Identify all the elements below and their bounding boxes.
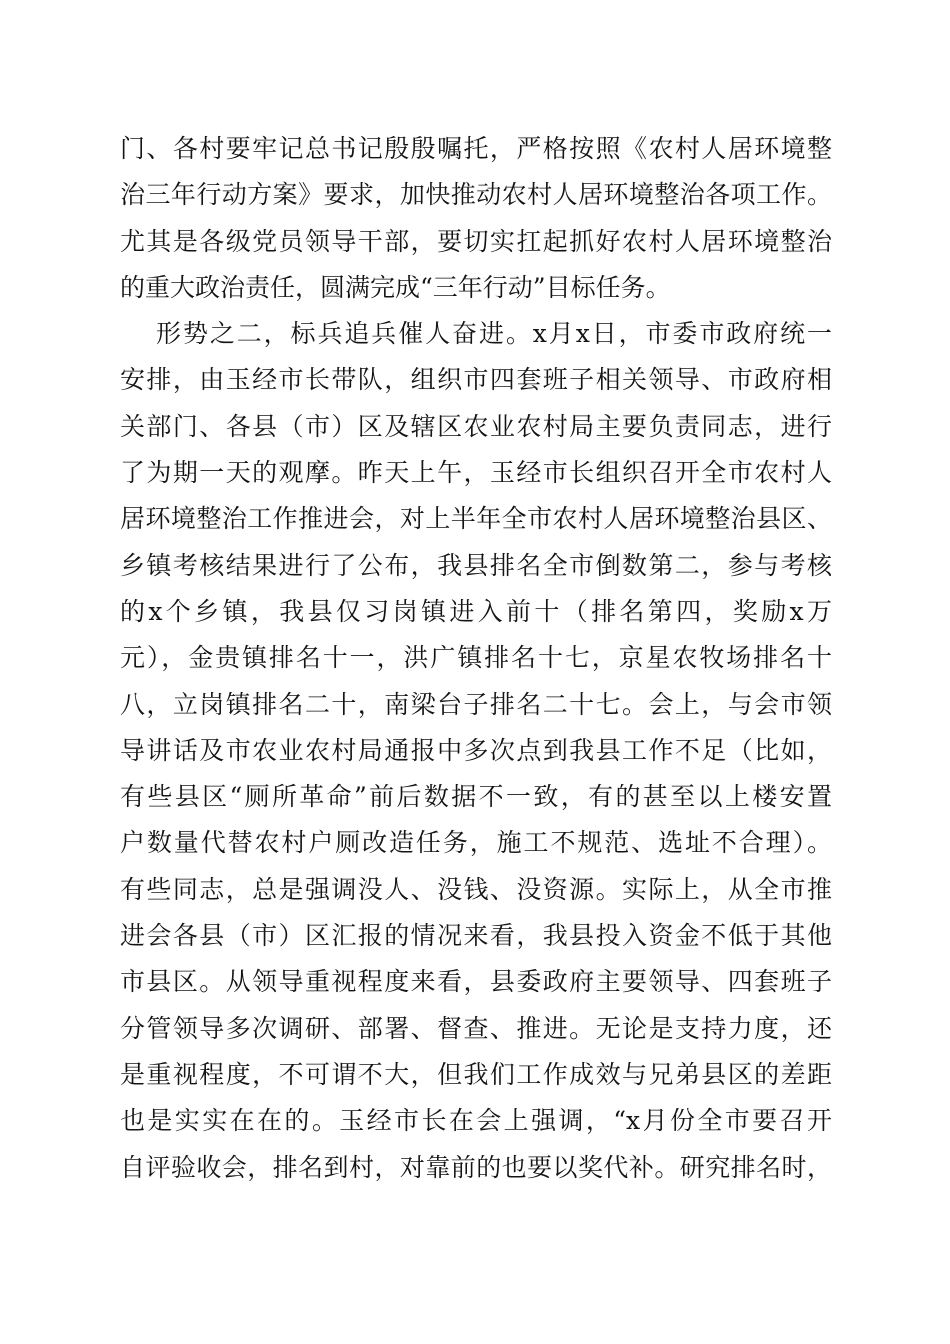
text-line: 也是实实在在的。玉经市长在会上强调，“x月份全市要召开 — [120, 1106, 832, 1136]
text-line: 自评验收会，排名到村，对靠前的也要以奖代补。研究排名时， — [120, 1152, 832, 1182]
body-text — [120, 126, 832, 1191]
text-line: 市县区。从领导重视程度来看，县委政府主要领导、四套班子 — [120, 967, 832, 997]
text-line: 分管领导多次调研、部署、督查、推进。无论是支持力度，还 — [120, 1013, 832, 1043]
text-line: 乡镇考核结果进行了公布，我县排名全市倒数第二，参与考核 — [120, 550, 832, 580]
text-line: 是重视程度，不可谓不大，但我们工作成效与兄弟县区的差距 — [120, 1059, 832, 1089]
text-line: 的x个乡镇，我县仅习岗镇进入前十（排名第四，奖励x万 — [120, 596, 832, 626]
paragraph-1 — [120, 126, 832, 311]
text-line: 元），金贵镇排名十一，洪广镇排名十七，京星农牧场排名十 — [120, 643, 832, 673]
text-line: 了为期一天的观摩。昨天上午，玉经市长组织召开全市农村人 — [120, 458, 832, 488]
text-line: 关部门、各县（市）区及辖区农业农村局主要负责同志，进行 — [120, 411, 832, 441]
text-line: 居环境整治工作推进会，对上半年全市农村人居环境整治县区、 — [120, 504, 832, 534]
text-line: 尤其是各级党员领导干部，要切实扛起抓好农村人居环境整治 — [120, 226, 832, 256]
text-line: 有些县区“厕所革命”前后数据不一致，有的甚至以上楼安置 — [120, 782, 832, 812]
paragraph-2 — [120, 311, 832, 1191]
text-line: 的重大政治责任，圆满完成“三年行动”目标任务。 — [120, 272, 671, 302]
text-line: 进会各县（市）区汇报的情况来看，我县投入资金不低于其他 — [120, 921, 832, 951]
text-line: 门、各村要牢记总书记殷殷嘱托，严格按照《农村人居环境整 — [120, 134, 832, 163]
text-line: 八，立岗镇排名二十，南梁台子排名二十七。会上，与会市领 — [120, 689, 832, 719]
text-line: 安排，由玉经市长带队，组织市四套班子相关领导、市政府相 — [120, 365, 832, 395]
text-line: 导讲话及市农业农村局通报中多次点到我县工作不足（比如， — [120, 735, 832, 765]
text-line: 户数量代替农村户厕改造任务，施工不规范、选址不合理）。 — [120, 828, 832, 858]
text-line: 形势之二，标兵追兵催人奋进。x月x日，市委市政府统一 — [156, 319, 832, 349]
text-line: 有些同志，总是强调没人、没钱、没资源。实际上，从全市推 — [120, 874, 832, 904]
text-line: 治三年行动方案》要求，加快推动农村人居环境整治各项工作。 — [120, 180, 832, 210]
